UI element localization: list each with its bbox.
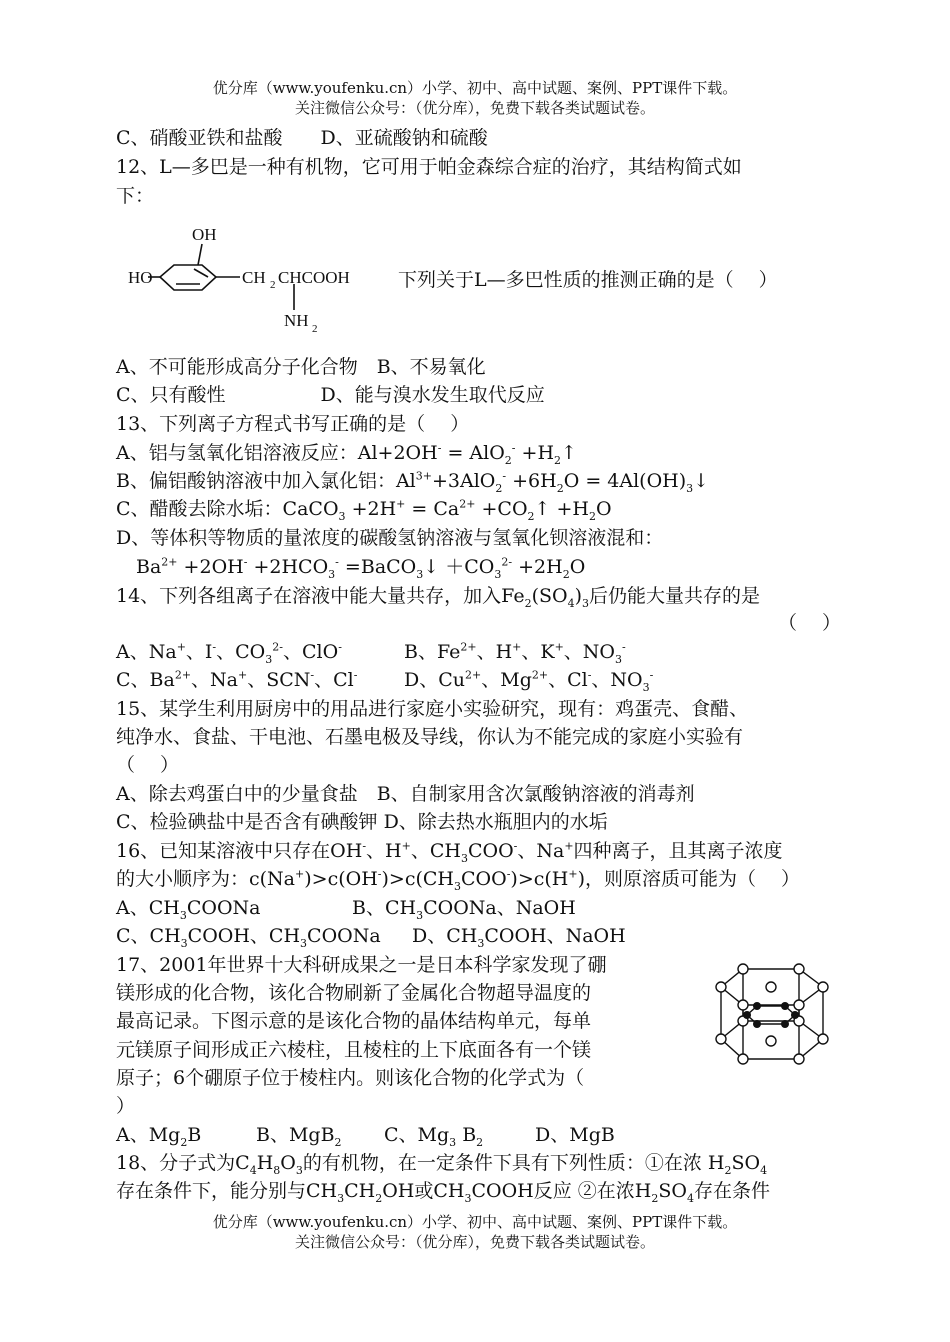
q17-line-3: 最高记录。下图示意的是该化合物的晶体结构单元，每单	[116, 1010, 592, 1032]
b-atom	[791, 1011, 799, 1019]
q13-stem: 13、下列离子方程式书写正确的是（ ）	[116, 413, 470, 435]
header-line-2: 关注微信公众号：（优分库），免费下载各类试题试卷。	[294, 99, 655, 117]
q16-option-c: C、$CH_3COOH$、$CH_3COONa$	[116, 925, 381, 950]
q13-option-d-equation: $Ba^{2+} +2OH^- +2HCO_3^-$ =BaCO$_3$↓ $+CO_3^{2-} +2H_2O$	[136, 555, 586, 581]
q13-option-a: A、铝与氢氧化铝溶液反应：$Al+2OH^- = AlO_2^- +H_2↑$	[116, 441, 577, 467]
q16-option-b: B、$CH_3COONa$、NaOH	[352, 897, 576, 922]
label-ch2: CH	[242, 268, 266, 287]
mg-atom	[716, 1034, 726, 1044]
q16-option-a: A、$CH_3COONa$	[116, 897, 261, 922]
q18-line-2: 存在条件下，能分别与$CH_3CH_2OH$或$CH_3COOH$反应 ②在浓$H_2SO_4$存在条件	[116, 1180, 770, 1205]
q15-options-ab: A、除去鸡蛋白中的少量食盐 B、自制家用含次氯酸钠溶液的消毒剂	[116, 783, 695, 805]
q14-option-b: B、$Fe^{2+}$、H+、K+、$NO_3^-$	[404, 640, 626, 666]
q17-line-5: 原子；6个硼原子位于棱柱内。则该化合物的化学式为（	[116, 1067, 585, 1089]
q13-option-b: B、偏铝酸钠溶液中加入氯化铝：$Al^{3+}+3AlO_2^- +6H_2O$ = $4Al(OH)_3↓$	[116, 469, 710, 495]
bond-oh-top	[198, 244, 202, 265]
label-ch2-sub: 2	[270, 279, 276, 291]
mg-atom	[738, 1054, 748, 1064]
q16-option-d: D、$CH_3COOH$、NaOH	[412, 925, 626, 950]
q17-line-4: 元镁原子间形成正六棱柱，且棱柱的上下底面各有一个镁	[116, 1039, 592, 1061]
q12-stem-2: 下：	[116, 185, 155, 207]
q11-options-cd: C、硝酸亚铁和盐酸 D、亚硫酸钠和硫酸	[116, 127, 488, 149]
q13-option-d: D、等体积等物质的量浓度的碳酸氢钠溶液与氢氧化钡溶液混和：	[116, 527, 664, 549]
q12-stem-1: 12、L—多巴是一种有机物，它可用于帕金森综合症的治疗，其结构简式如	[116, 156, 742, 178]
label-nh: NH	[284, 311, 309, 330]
q15-stem-2: 纯净水、食盐、干电池、石墨电极及导线，你认为不能完成的家庭小实验有	[116, 726, 744, 748]
mg-atom	[794, 964, 804, 974]
q14-option-c: C、$Ba^{2+}$、Na+、SCN-、Cl-	[116, 668, 358, 691]
q16-stem-1: 16、已知某溶液中只存在OH-、H+、$CH_3COO^-$、Na+四种离子，且其离子浓度	[116, 839, 783, 865]
q17-line-6: ）	[116, 1095, 136, 1117]
mg-atom	[818, 982, 828, 992]
q17-option-a: A、$Mg_2B$	[116, 1124, 202, 1149]
b-atom	[781, 1002, 789, 1010]
q12-options-ab: A、不可能形成高分子化合物 B、不易氧化	[116, 356, 486, 378]
label-chcooh: CHCOOH	[278, 268, 350, 287]
label-nh-sub: 2	[312, 323, 318, 335]
mg-atom	[738, 1000, 748, 1010]
label-oh-top: OH	[192, 225, 217, 244]
q14-option-d: D、$Cu^{2+}$、$Mg^{2+}$、Cl-、$NO_3^-$	[404, 668, 654, 694]
q17-line-1: 17、2001年世界十大科研成果之一是日本科学家发现了硼	[116, 954, 607, 976]
q14-stem: 14、下列各组离子在溶液中能大量共存，加入$Fe_2(SO_4)_3$后仍能大量共存的是	[116, 585, 761, 610]
q17-option-d: D、MgB	[535, 1124, 615, 1146]
label-ho: HO	[128, 268, 153, 287]
q17-option-b: B、MgB$_2$	[256, 1124, 342, 1149]
header-line-1: 优分库（www.youfenku.cn）小学、初中、高中试题、案例、PPT课件下载。	[212, 79, 738, 97]
q17-option-c: C、$Mg_3$ $B_2$	[384, 1124, 484, 1149]
mg-atom	[738, 964, 748, 974]
crystal-structure-diagram	[713, 963, 831, 1065]
q12-question: 下列关于L—多巴性质的推测正确的是（ ）	[398, 269, 778, 291]
footer-line-2: 关注微信公众号：（优分库），免费下载各类试题试卷。	[294, 1233, 655, 1251]
b-atom	[781, 1020, 789, 1028]
b-atom	[743, 1011, 751, 1019]
q16-stem-2: 的大小顺序为：$c(Na^+)>c(OH^-)>c(CH_3COO^-)>c(H^+)$，则原溶质可能为（ ）	[116, 867, 801, 893]
l-dopa-structure	[128, 222, 390, 338]
q14-answer-paren: （ ）	[778, 612, 842, 634]
q12-options-cd: C、只有酸性 D、能与溴水发生取代反应	[116, 384, 545, 406]
b-atom	[753, 1002, 761, 1010]
footer-line-1: 优分库（www.youfenku.cn）小学、初中、高中试题、案例、PPT课件下载。	[212, 1213, 738, 1231]
q18-line-1: 18、分子式为$C_4H_8O_3$的有机物，在一定条件下具有下列性质：①在浓 $H_2SO_4$	[116, 1152, 768, 1177]
mg-atom	[794, 1054, 804, 1064]
mg-atom	[818, 1034, 828, 1044]
mg-atom	[766, 1036, 776, 1046]
q17-line-2: 镁形成的化合物，该化合物刷新了金属化合物超导温度的	[116, 982, 592, 1004]
q15-stem-1: 15、某学生利用厨房中的用品进行家庭小实验研究，现有：鸡蛋壳、食醋、	[116, 698, 749, 720]
q15-options-cd: C、检验碘盐中是否含有碘酸钾 D、除去热水瓶胆内的水垢	[116, 811, 608, 833]
b-atom	[753, 1020, 761, 1028]
q13-option-c: C、醋酸去除水垢：CaCO$_3$ $+2H^+ = Ca^{2+}$ $+CO_2↑ +H_2O$	[116, 497, 612, 523]
q14-option-a: A、Na+、I-、$CO_3^{2-}$、ClO-	[116, 640, 342, 666]
q15-stem-3: （ ）	[116, 754, 180, 776]
mg-atom	[716, 982, 726, 992]
mg-atom	[794, 1000, 804, 1010]
mg-atom	[766, 982, 776, 992]
